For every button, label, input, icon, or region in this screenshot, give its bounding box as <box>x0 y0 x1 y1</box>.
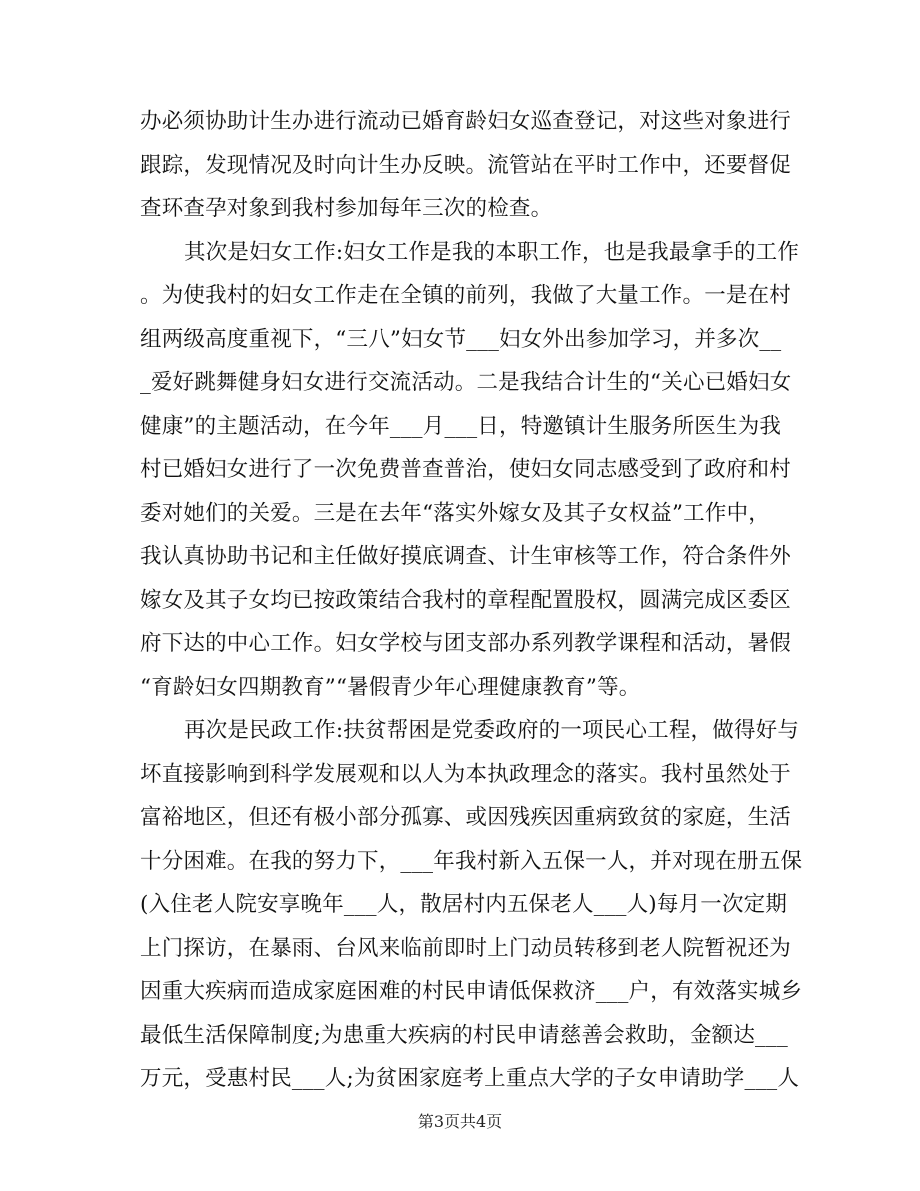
text-line: 办必须协助计生办进行流动已婚育龄妇女巡查登记，对这些对象进行 <box>140 109 792 134</box>
text-line: 查环查孕对象到我村参加每年三次的检查。 <box>140 196 553 221</box>
text-line: 嫁女及其子女均已按政策结合我村的章程配置股权，圆满完成区委区 <box>140 587 792 613</box>
text-line: 健康”的主题活动，在今年___月___日，特邀镇计生服务所医生为我 <box>140 413 782 439</box>
text-line: 我认真协助书记和主任做好摸底调查、计生审核等工作，符合条件外 <box>140 544 792 569</box>
text-line: (入住老人院安享晚年___人，散居村内五保老人___人)每月一次定期 <box>140 892 788 917</box>
text-line: 万元，受惠村民___人;为贫困家庭考上重点大学的子女申请助学___人 <box>140 1066 800 1091</box>
page-footer <box>0 1112 920 1132</box>
text-line: 委对她们的关爱。三是在去年“落实外嫁女及其子女权益”工作中， <box>140 500 770 526</box>
text-line: 组两级高度重视下，“三八”妇女节___妇女外出参加学习，并多次__ <box>140 326 782 352</box>
text-line: 最低生活保障制度;为患重大疾病的村民申请慈善会救助，金额达___ <box>140 1022 788 1048</box>
text-line: 十分困难。在我的努力下，___年我村新入五保一人，并对现在册五保 <box>140 848 803 874</box>
text-line: _爱好跳舞健身妇女进行交流活动。二是我结合计生的“关心已婚妇女 <box>140 370 792 395</box>
text-line: 跟踪，发现情况及时向计生办反映。流管站在平时工作中，还要督促 <box>140 152 792 178</box>
text-line: 府下达的中心工作。妇女学校与团支部办系列教学课程和活动，暑假 <box>140 631 792 656</box>
text-line: 富裕地区，但还有极小部分孤寡、或因残疾因重病致贫的家庭，生活 <box>140 805 792 830</box>
text-line: 因重大疾病而造成家庭困难的村民申请低保救济___户，有效落实城乡 <box>140 979 803 1004</box>
text-line: 。为使我村的妇女工作走在全镇的前列，我做了大量工作。一是在村 <box>140 283 792 308</box>
page-number: 第3页共4页 <box>417 1112 503 1131</box>
paragraph-start-line: 再次是民政工作:扶贫帮困是党委政府的一项民心工程，做得好与 <box>184 718 800 743</box>
text-line: 上门探访，在暴雨、台风来临前即时上门动员转移到老人院暂祝还为 <box>140 935 792 961</box>
text-line: 村已婚妇女进行了一次免费普查普治，使妇女同志感受到了政府和村 <box>140 457 792 482</box>
paragraph-start-line: 其次是妇女工作:妇女工作是我的本职工作，也是我最拿手的工作 <box>184 239 800 265</box>
document-body <box>140 100 803 1101</box>
text-line: 坏直接影响到科学发展观和以人为本执政理念的落实。我村虽然处于 <box>140 761 792 787</box>
text-line: “育龄妇女四期教育”“暑假青少年心理健康教育”等。 <box>140 674 641 700</box>
